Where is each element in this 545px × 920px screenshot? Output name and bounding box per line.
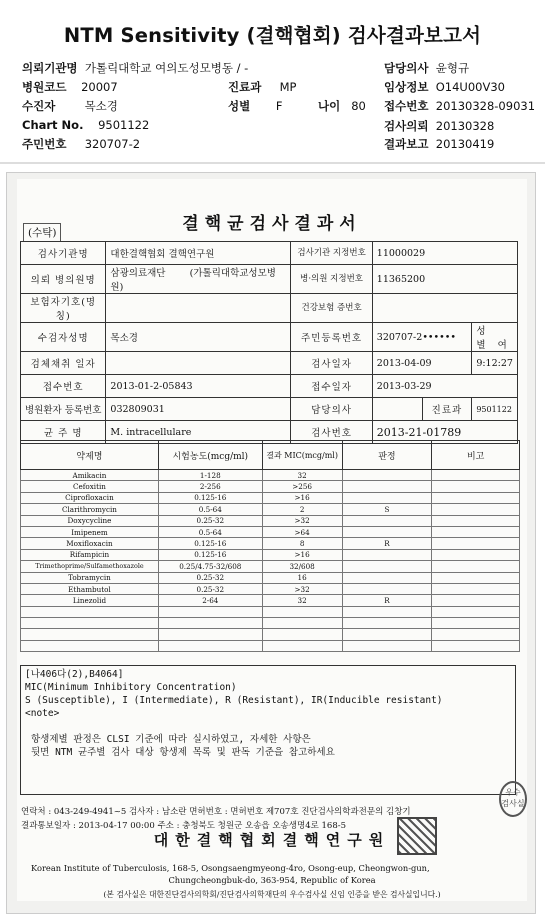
receipt-no-label: 접수번호 [21, 375, 106, 398]
mic-result: 32 [262, 470, 342, 481]
patient-name-row: 수진자 목소경 [22, 99, 118, 113]
drug-name [21, 629, 159, 640]
report-date-row: 결과보고 20130419 [384, 137, 495, 151]
test-date-label: 검사일자 [291, 352, 372, 375]
mic-result [262, 629, 342, 640]
mic-result: >16 [262, 492, 342, 503]
drug-name: Amikacin [21, 470, 159, 481]
scanned-report-image [6, 172, 536, 914]
drug-row [21, 504, 520, 515]
patient-name-value: 목소경 [106, 323, 291, 352]
rrn-row: 주민번호 320707-2 [22, 137, 141, 151]
mic-result: 8 [262, 538, 342, 549]
interpretation [342, 470, 432, 481]
receipt-no-row: 접수번호 20130328-09031 [384, 99, 536, 113]
mic-result: >64 [262, 526, 342, 537]
receipt-date-value: 2013-03-29 [372, 375, 517, 398]
interpretation [342, 618, 432, 629]
insurer-value [106, 294, 291, 323]
col-concentration: 시험농도(mcg/ml) [158, 441, 262, 470]
species-label: 균 주 명 [21, 421, 106, 444]
mic-result: >256 [262, 481, 342, 492]
mic-result: 32 [262, 595, 342, 606]
department-row: 진료과 MP [228, 80, 297, 94]
department-value: 9501122 [472, 398, 518, 421]
test-range: 0.5-64 [158, 526, 262, 537]
test-range [158, 640, 262, 651]
mic-result: 32/608 [262, 561, 342, 572]
test-range: 0.125-16 [158, 492, 262, 503]
note-line: MIC(Minimum Inhibitory Concentration) [25, 682, 237, 693]
drug-row [21, 572, 520, 583]
report-title: NTM Sensitivity (결핵협회) 검사결과보고서 [63, 24, 482, 47]
note-line: [나406다(2),B4064] [25, 669, 124, 680]
drug-name [21, 606, 159, 617]
test-range: 0.125-16 [158, 549, 262, 560]
note-line: 항생제별 판정은 CLSI 기준에 따라 실시하였고, 자세한 사항은 [31, 734, 311, 745]
remark [432, 515, 520, 526]
interpretation [342, 549, 432, 560]
notes-box [20, 665, 516, 795]
remark [432, 583, 520, 594]
doctor-label: 담당의사 [291, 398, 372, 421]
remark [432, 538, 520, 549]
drug-row [21, 515, 520, 526]
remark [432, 606, 520, 617]
remark [432, 561, 520, 572]
interpretation: R [342, 595, 432, 606]
header-divider [0, 162, 545, 164]
remark [432, 618, 520, 629]
remark [432, 492, 520, 503]
institute-seal [397, 817, 437, 855]
receipt-date-label: 접수일자 [291, 375, 372, 398]
drug-row [21, 629, 520, 640]
chart-no-row: Chart No. 9501122 [22, 118, 150, 132]
note-line: S (Susceptible), I (Intermediate), R (Resistant), IR(Inducible resistant) [25, 695, 443, 706]
report-header [0, 0, 545, 160]
drug-row [21, 561, 520, 572]
interpretation [342, 492, 432, 503]
interpretation [342, 583, 432, 594]
sex-cell: 성별 여 [472, 323, 518, 352]
drug-name: Tobramycin [21, 572, 159, 583]
interpretation [342, 572, 432, 583]
insurance-no-label: 건강보험 증번호 [291, 294, 372, 323]
interpretation [342, 561, 432, 572]
remark [432, 470, 520, 481]
requester-no-value: 11365200 [372, 265, 517, 294]
sex-row: 성별 F [228, 99, 283, 113]
remark [432, 504, 520, 515]
drug-name: Trimethoprime/Sulfamethoxazole [21, 561, 159, 572]
drug-row [21, 538, 520, 549]
agency-value: 대한결핵협회 결핵연구원 [106, 242, 291, 265]
test-range [158, 606, 262, 617]
test-range: 2-256 [158, 481, 262, 492]
drug-name: Cefoxitin [21, 481, 159, 492]
interpretation [342, 640, 432, 651]
requester-value: 삼광의료재단 (가톨릭대학교성모병원) [106, 265, 291, 294]
drug-name: Rifampicin [21, 549, 159, 560]
remark [432, 526, 520, 537]
drug-row [21, 470, 520, 481]
insurance-no-value [372, 294, 517, 323]
interpretation [342, 526, 432, 537]
rrn-value: 320707-2•••••• [372, 323, 472, 352]
patient-info-table [20, 241, 518, 444]
patient-reg-label: 병원환자 등록번호 [21, 398, 106, 421]
collection-date-label: 검체채취 일자 [21, 352, 106, 375]
drug-name: Linezolid [21, 595, 159, 606]
interpretation: S [342, 504, 432, 515]
accreditation-seal: 우수 검사실 [499, 781, 527, 817]
collection-date-value [106, 352, 291, 375]
remark [432, 481, 520, 492]
test-range: 0.25-32 [158, 572, 262, 583]
mic-result: 16 [262, 572, 342, 583]
mic-result: >32 [262, 583, 342, 594]
request-date-row: 검사의뢰 20130328 [384, 119, 495, 133]
drug-row [21, 618, 520, 629]
patient-name-label: 수검자성명 [21, 323, 106, 352]
remark [432, 640, 520, 651]
remark [432, 572, 520, 583]
drug-name [21, 618, 159, 629]
test-date-value: 2013-04-09 [372, 352, 472, 375]
susceptibility-table [20, 440, 520, 652]
test-range: 1-128 [158, 470, 262, 481]
note-line: 뒷면 NTM 균주별 검사 대상 항생제 목록 및 판독 기준을 참고하세요 [31, 747, 335, 758]
mic-result: >16 [262, 549, 342, 560]
test-range: 0.25/4.75-32/608 [158, 561, 262, 572]
test-range [158, 629, 262, 640]
consignment-stamp: (수탁) [23, 223, 61, 242]
drug-row [21, 526, 520, 537]
receipt-no-value: 2013-01-2-05843 [106, 375, 291, 398]
drug-row [21, 492, 520, 503]
drug-row [21, 595, 520, 606]
drug-row [21, 640, 520, 651]
interpretation: R [342, 538, 432, 549]
contact-line: 연락처 : 043-249-4941~5 검사자 : 남소란 면허번호 : 면허번호 제707호 진단검사의학과전문의 김창기 [21, 807, 411, 817]
department-label: 진료과 [422, 398, 472, 421]
col-remarks: 비고 [432, 441, 520, 470]
remark [432, 595, 520, 606]
agency-no-value: 11000029 [372, 242, 517, 265]
note-line: <note> [25, 708, 60, 719]
drug-row [21, 583, 520, 594]
drug-name: Doxycycline [21, 515, 159, 526]
col-interpretation: 판정 [342, 441, 432, 470]
test-range: 0.25-32 [158, 583, 262, 594]
certification-note: (본 검사실은 대한진단검사의학회/진단검사의학재단의 우수검사실 신임 인증을 받은 검사실입니다.) [103, 890, 441, 899]
requester-label: 의뢰 병의원명 [21, 265, 106, 294]
interpretation [342, 515, 432, 526]
institute-name: 대한결핵협회결핵연구원 [153, 831, 391, 849]
col-drug: 약제명 [21, 441, 159, 470]
clinical-info-row: 임상정보 O14U00V30 [384, 80, 505, 94]
insurer-label: 보험자기호(명칭) [21, 294, 106, 323]
mic-result: >32 [262, 515, 342, 526]
test-time-value: 9:12:27 [472, 352, 518, 375]
drug-row [21, 606, 520, 617]
issue-line: 결과통보일자 : 2013-04-17 00:00 주소 : 충청북도 청원군 오송읍 오송생명4로 168-5 [21, 821, 347, 831]
note-line [25, 720, 511, 733]
drug-row [21, 481, 520, 492]
test-range: 0.25-32 [158, 515, 262, 526]
english-address-line-1: Korean Institute of Tuberculosis, 168-5, Osongsaengmyeong-4ro, Osong-eup, Cheongwon-gun, [31, 863, 430, 873]
interpretation [342, 629, 432, 640]
remark [432, 629, 520, 640]
hospital-code-row: 병원코드 20007 [22, 80, 118, 94]
test-no-label: 검사번호 [291, 421, 372, 444]
age-row: 나이 80 [318, 99, 366, 113]
rrn-label: 주민등록번호 [291, 323, 372, 352]
patient-reg-value: 032809031 [106, 398, 291, 421]
requester-no-label: 병·의원 지정번호 [291, 265, 372, 294]
interpretation [342, 481, 432, 492]
doctor-value [372, 398, 422, 421]
drug-name: Ciprofloxacin [21, 492, 159, 503]
col-mic: 결과 MIC(mcg/ml) [262, 441, 342, 470]
mic-result [262, 618, 342, 629]
test-range: 0.125-16 [158, 538, 262, 549]
test-range [158, 618, 262, 629]
interpretation [342, 606, 432, 617]
drug-row [21, 549, 520, 560]
doctor-row: 담당의사 윤형규 [384, 61, 470, 75]
drug-name [21, 640, 159, 651]
drug-name: Clarithromycin [21, 504, 159, 515]
scan-title: 결핵균검사결과서 [182, 214, 362, 234]
agency-label: 검사기관명 [21, 242, 106, 265]
mic-result: 2 [262, 504, 342, 515]
drug-name: Moxifloxacin [21, 538, 159, 549]
agency-no-label: 검사기관 지정번호 [291, 242, 372, 265]
scanned-paper [17, 179, 527, 901]
english-address-line-2: Chungcheongbuk-do, 363-954, Republic of Korea [168, 875, 376, 885]
requesting-institution-row: 의뢰기관명 가톨릭대학교 여의도성모병동 / - [22, 61, 249, 75]
mic-result [262, 606, 342, 617]
mic-result [262, 640, 342, 651]
species-value: M. intracellulare [106, 421, 291, 444]
drug-name: Imipenem [21, 526, 159, 537]
remark [432, 549, 520, 560]
test-range: 0.5-64 [158, 504, 262, 515]
test-range: 2-64 [158, 595, 262, 606]
drug-name: Ethambutol [21, 583, 159, 594]
test-no-value: 2013-21-01789 [372, 421, 517, 444]
